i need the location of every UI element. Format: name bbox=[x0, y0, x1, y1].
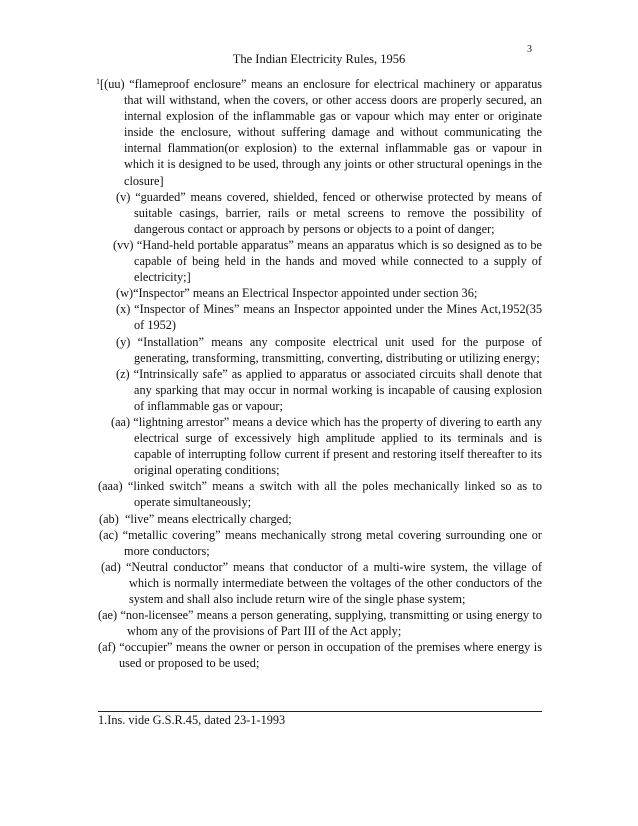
clause-uu bbox=[96, 76, 542, 189]
clause-label: (x) bbox=[116, 302, 131, 317]
clause-text: “Intrinsically safe” as applied to apparatus or associated circuits shall denote that any sparking that may occur in normal working is incapable of causing explosion of inflammable gas or vapour; bbox=[133, 366, 543, 413]
clause-af bbox=[98, 639, 542, 671]
clause-label: (ab) bbox=[99, 511, 119, 526]
clause-v bbox=[98, 189, 542, 237]
clause-text: “non-licensee” means a person generating, supplying, transmitting or using energy to whom any of the provisions of Part III of the Act apply; bbox=[120, 608, 542, 639]
clause-label: (af) bbox=[98, 640, 116, 655]
clause-y bbox=[98, 334, 542, 366]
clause-aa bbox=[98, 414, 542, 478]
clause-text: “metallic covering” means mechanically strong metal covering surrounding one or more conductors; bbox=[122, 527, 543, 558]
clause-label: (v) bbox=[116, 189, 131, 204]
clause-text: “live” means electrically charged; bbox=[124, 511, 292, 526]
clause-x bbox=[98, 301, 542, 333]
clause-vv bbox=[98, 237, 542, 285]
definitions-list bbox=[98, 76, 542, 671]
clause-aaa bbox=[98, 478, 542, 510]
clause-text: “occupier” means the owner or person in occupation of the premises where energy is used or proposed to be used; bbox=[119, 640, 543, 671]
running-header: The Indian Electricity Rules, 1956 bbox=[232, 52, 406, 66]
clause-text: “Inspector” means an Electrical Inspector appointed under section 36; bbox=[133, 286, 478, 301]
clause-label: (ae) bbox=[98, 608, 118, 623]
clause-z bbox=[98, 366, 542, 414]
clause-ab bbox=[98, 511, 542, 527]
footnote-marker: 1 bbox=[96, 77, 100, 86]
clause-label: (ad) bbox=[101, 559, 121, 574]
clause-ac bbox=[98, 527, 542, 559]
page-number: 3 bbox=[527, 44, 532, 55]
clause-label: (ac) bbox=[99, 527, 119, 542]
clause-label: (y) bbox=[116, 334, 131, 349]
clause-text: “guarded” means covered, shielded, fenced or otherwise protected by means of suitable casings, barrier, rails or metal screens to remove the possibility of dangerous contact or approach by persons or objects to a point of danger; bbox=[134, 189, 542, 236]
clause-label: (aa) bbox=[111, 414, 131, 429]
clause-label: (aaa) bbox=[98, 479, 123, 494]
clause-text: “lightning arrestor” means a device which has the property of divering to earth any electrical surge of excessively high amplitude applied to its terminals and is capable of interrupting follow current if present and restoring itself thereafter to its original operating conditions; bbox=[133, 414, 543, 478]
footnote-divider bbox=[98, 711, 542, 712]
clause-label: (z) bbox=[116, 366, 130, 381]
clause-text: “Installation” means any composite electrical unit used for the purpose of generating, transforming, transmitting, converting, distributing or utilizing energy; bbox=[134, 334, 542, 365]
clause-label: (vv) bbox=[113, 237, 134, 252]
clause-text: “linked switch” means a switch with all the poles mechanically linked so as to operate simultaneously; bbox=[127, 479, 542, 510]
clause-ad bbox=[98, 559, 542, 607]
clause-text: “Inspector of Mines” means an Inspector appointed under the Mines Act,1952(35 of 1952) bbox=[134, 302, 543, 333]
clause-label: [(uu) bbox=[100, 77, 125, 91]
footnote: 1.Ins. vide G.S.R.45, dated 23-1-1993 bbox=[98, 713, 286, 727]
clause-ae bbox=[98, 607, 542, 639]
clause-text: “flameproof enclosure” means an enclosure for electrical machinery or apparatus that will withstand, when the covers, or other access doors are properly secured, an internal explosion of the inflammable gas or vapour which may enter or originate inside the enclosure, without suffering damage and without communicating the internal flammation(or explosion) to the external inflammable gas or vapour in which it is designed to be used, through any joints or other structural openings in the closure] bbox=[124, 77, 543, 188]
clause-label: (w) bbox=[116, 286, 134, 301]
clause-text: “Neutral conductor” means that conductor of a multi-wire system, the village of which is normally intermediate between the voltages of the other conductors of the system and shall also include return wire of the single phase system; bbox=[125, 559, 542, 606]
clause-w bbox=[98, 285, 542, 301]
clause-text: “Hand-held portable apparatus” means an apparatus which is so designed as to be capable of being held in the hands and moved while connected to a supply of electricity;] bbox=[134, 237, 542, 285]
